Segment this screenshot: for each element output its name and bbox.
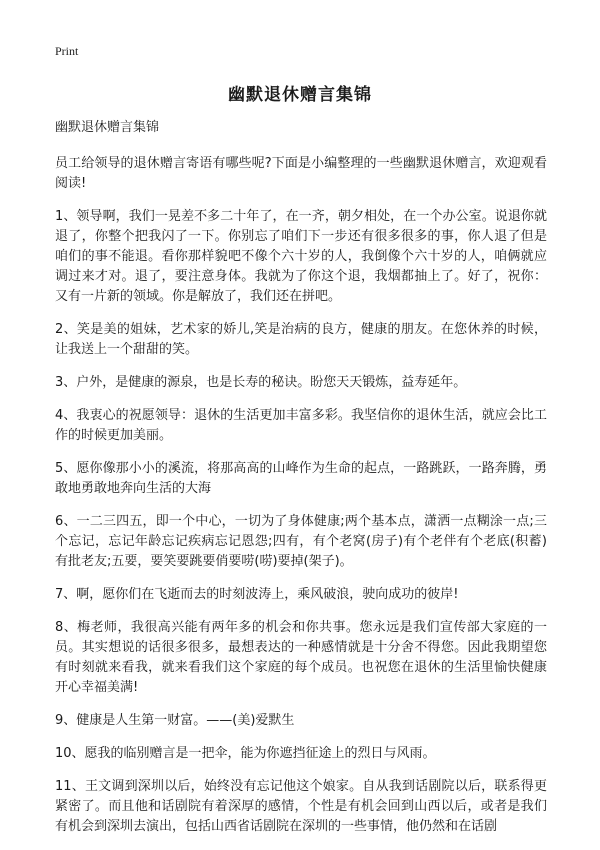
paragraph-2: 2、笑是美的姐妹，艺术家的娇儿,笑是治病的良方，健康的朋友。在您休养的时候，让我送上一个甜甜的笑。 [55, 322, 547, 357]
article-intro: 员工给领导的退休赠言寄语有哪些呢?下面是小编整理的一些幽默退休赠言，欢迎观看阅读! [55, 156, 547, 191]
paragraph-6: 6、一二三四五，即一个中心，一切为了身体健康;两个基本点，潇洒一点糊涂一点;三个忘记，忘记年龄忘记疾病忘记恩怨;四有，有个老窝(房子)有个老伴有个老底(积蓄)有批老友;五要，要笑要跳要俏要唠(唠)要掉(架子)。 [55, 514, 547, 569]
print-link[interactable]: Print [55, 44, 79, 58]
paragraph-5: 5、愿你像那小小的溪流，将那高高的山峰作为生命的起点，一路跳跃，一路奔腾，勇敢地勇敢地奔向生活的大海 [55, 461, 547, 496]
paragraph-7: 7、啊，愿你们在飞逝而去的时刻波涛上，乘风破浪，驶向成功的彼岸! [55, 587, 459, 602]
paragraph-3: 3、户外，是健康的源泉，也是长寿的秘诀。盼您天天锻炼，益寿延年。 [55, 375, 467, 390]
page-title: 幽默退休赠言集锦 [228, 85, 372, 105]
paragraph-9: 9、健康是人生第一财富。——(美)爱默生 [55, 713, 295, 728]
paragraph-10: 10、愿我的临别赠言是一把伞，能为你遮挡征途上的烈日与风雨。 [55, 746, 436, 761]
article-body [55, 118, 547, 850]
paragraph-8: 8、梅老师，我很高兴能有两年多的机会和你共事。您永远是我们宣传部大家庭的一员。其实想说的话很多很多，最想表达的一种感情就是十分舍不得您。因此我期望您有时刻就来看我，就来看我们这个家庭的每个成员。也祝您在退休的生活里愉快健康开心幸福美满! [55, 620, 547, 695]
paragraph-1: 1、领导啊，我们一晃差不多二十年了，在一齐，朝夕相处，在一个办公室。说退你就退了，你整个把我闪了一下。你别忘了咱们下一步还有很多很多的事，你人退了但是咱们的事不能退。看你那样貌吧不像个六十岁的人，我倒像个六十岁的人，咱俩就应调过来才对。退了，要注意身体。我就为了你这个退，我烟都抽上了。好了，祝你：又有一片新的领域。你是解放了，我们还在拼吧。 [55, 209, 547, 304]
paragraph-11: 11、王文调到深圳以后，始终没有忘记他这个娘家。自从我到话剧院以后，联系得更紧密了。而且他和话剧院有着深厚的感情，个性是有机会回到山西以后，或者是我们有机会到深圳去演出，包括山西省话剧院在深圳的一些事情，他仍然和在话剧 [55, 779, 547, 834]
paragraph-4: 4、我衷心的祝愿领导：退休的生活更加丰富多彩。我坚信你的退休生活，就应会比工作的时候更加美丽。 [55, 408, 547, 443]
article-subtitle: 幽默退休赠言集锦 [55, 120, 160, 135]
